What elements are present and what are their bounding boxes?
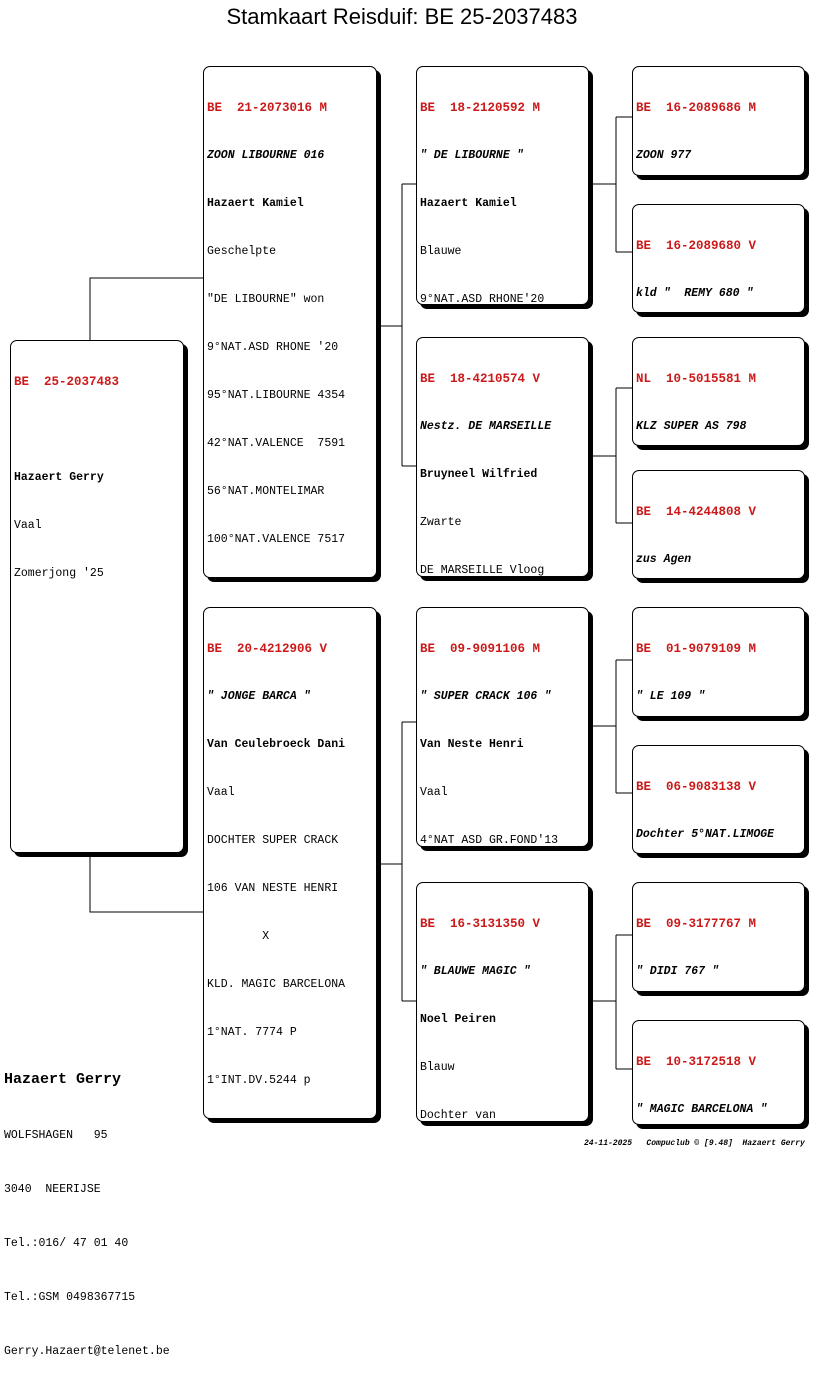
ring-number: BE 09-3177767 M — [636, 917, 757, 931]
ring-number: BE 21-2073016 M — [207, 101, 328, 115]
pigeon-name: kld " REMY 680 " — [636, 287, 754, 300]
breeder-name: Hazaert Gerry — [4, 1071, 122, 1088]
great-grandparent-card[interactable] — [632, 745, 805, 854]
great-grandparent-card[interactable] — [632, 204, 805, 313]
pigeon-name: " DE LIBOURNE " — [420, 149, 524, 162]
info-line: Blauw — [420, 1061, 455, 1074]
ring-number: BE 09-9091106 M — [420, 642, 541, 656]
pigeon-name: " JONGE BARCA " — [207, 690, 311, 703]
owner-name: Bruyneel Wilfried — [420, 468, 538, 481]
ring-number: BE 16-2089686 M — [636, 101, 757, 115]
pigeon-name: ZOON 977 — [636, 149, 692, 162]
great-grandparent-card[interactable] — [632, 607, 805, 717]
breeder-city: 3040 NEERIJSE — [4, 1183, 101, 1196]
pigeon-name: " BLAUWE MAGIC " — [420, 965, 531, 978]
breeder-email[interactable]: Gerry.Hazaert@telenet.be — [4, 1345, 170, 1358]
info-line: 95°NAT.LIBOURNE 4354 — [207, 389, 346, 402]
info-line: 1°NAT. 7774 P — [207, 1026, 297, 1039]
breeder-contact — [4, 1033, 170, 1379]
info-line: 42°NAT.VALENCE 7591 — [207, 437, 346, 450]
page-title: Stamkaart Reisduif: BE 25-2037483 — [226, 4, 578, 29]
ring-number: BE 25-2037483 — [14, 375, 120, 389]
pigeon-name: " LE 109 " — [636, 690, 706, 703]
info-line: Zwarte — [420, 516, 462, 529]
pigeon-name: Nestz. DE MARSEILLE — [420, 420, 552, 433]
pigeon-name: " SUPER CRACK 106 " — [420, 690, 552, 703]
info-line: Zomerjong '25 — [14, 567, 104, 580]
info-line: Vaal — [420, 786, 448, 799]
great-grandparent-card[interactable] — [632, 337, 805, 446]
ring-number: BE 01-9079109 M — [636, 642, 757, 656]
info-line: Blauwe — [420, 245, 462, 258]
granddam-paternal-card[interactable] — [416, 337, 589, 577]
great-grandparent-card[interactable] — [632, 470, 805, 579]
pigeon-name: " DIDI 767 " — [636, 965, 719, 978]
info-line: 9°NAT.ASD RHONE '20 — [207, 341, 339, 354]
subject-card[interactable] — [10, 340, 184, 853]
breeder-mobile: Tel.:GSM 0498367715 — [4, 1291, 136, 1304]
pigeon-name: zus Agen — [636, 553, 692, 566]
great-grandparent-card[interactable] — [632, 66, 805, 176]
info-line: 4°NAT ASD GR.FOND'13 — [420, 834, 559, 847]
info-line — [14, 422, 178, 438]
info-line: "DE LIBOURNE" won — [207, 293, 325, 306]
grandsire-maternal-card[interactable] — [416, 607, 589, 847]
owner-name: Hazaert Kamiel — [207, 197, 304, 210]
ring-number: BE 14-4244808 V — [636, 505, 757, 519]
ring-number: BE 20-4212906 V — [207, 642, 328, 656]
pigeon-name: ZOON LIBOURNE 016 — [207, 149, 325, 162]
ring-number: BE 06-9083138 V — [636, 780, 757, 794]
info-line: KLD. MAGIC BARCELONA — [207, 978, 346, 991]
ring-number: NL 10-5015581 M — [636, 372, 757, 386]
ring-number: BE 18-2120592 M — [420, 101, 541, 115]
grandsire-paternal-card[interactable] — [416, 66, 589, 305]
info-line: 106 VAN NESTE HENRI — [207, 882, 339, 895]
great-grandparent-card[interactable] — [632, 882, 805, 992]
info-line: DE MARSEILLE Vloog — [420, 564, 545, 577]
pigeon-name: Dochter 5°NAT.LIMOGE — [636, 828, 775, 841]
pigeon-name: " MAGIC BARCELONA " — [636, 1103, 768, 1116]
breeder-address: WOLFSHAGEN 95 — [4, 1129, 108, 1142]
owner-name: Noel Peiren — [420, 1013, 496, 1026]
info-line: 9°NAT.ASD RHONE'20 — [420, 293, 545, 305]
breeder-phone: Tel.:016/ 47 01 40 — [4, 1237, 129, 1250]
ring-number: BE 16-3131350 V — [420, 917, 541, 931]
info-line: Geschelpte — [207, 245, 277, 258]
info-line: DOCHTER SUPER CRACK — [207, 834, 339, 847]
info-line: X — [207, 930, 270, 943]
ring-number: BE 16-2089680 V — [636, 239, 757, 253]
pigeon-name: KLZ SUPER AS 798 — [636, 420, 747, 433]
granddam-maternal-card[interactable] — [416, 882, 589, 1122]
owner-name: Van Neste Henri — [420, 738, 524, 751]
info-line: 100°NAT.VALENCE 7517 — [207, 533, 346, 546]
info-line: Dochter van — [420, 1109, 496, 1122]
owner-name: Hazaert Kamiel — [420, 197, 517, 210]
mother-card[interactable] — [203, 607, 377, 1119]
owner-name: Hazaert Gerry — [14, 471, 104, 484]
ring-number: BE 10-3172518 V — [636, 1055, 757, 1069]
info-line: Vaal — [207, 786, 235, 799]
father-card[interactable] — [203, 66, 377, 578]
owner-name: Van Ceulebroeck Dani — [207, 738, 346, 751]
ring-number: BE 18-4210574 V — [420, 372, 541, 386]
info-line: Vaal — [14, 519, 42, 532]
footer-credit: 24-11-2025 Compuclub © [9.48] Hazaert Gerry — [584, 1139, 805, 1148]
info-line: 1°INT.DV.5244 p — [207, 1074, 311, 1087]
great-grandparent-card[interactable] — [632, 1020, 805, 1125]
info-line: 56°NAT.MONTELIMAR — [207, 485, 325, 498]
